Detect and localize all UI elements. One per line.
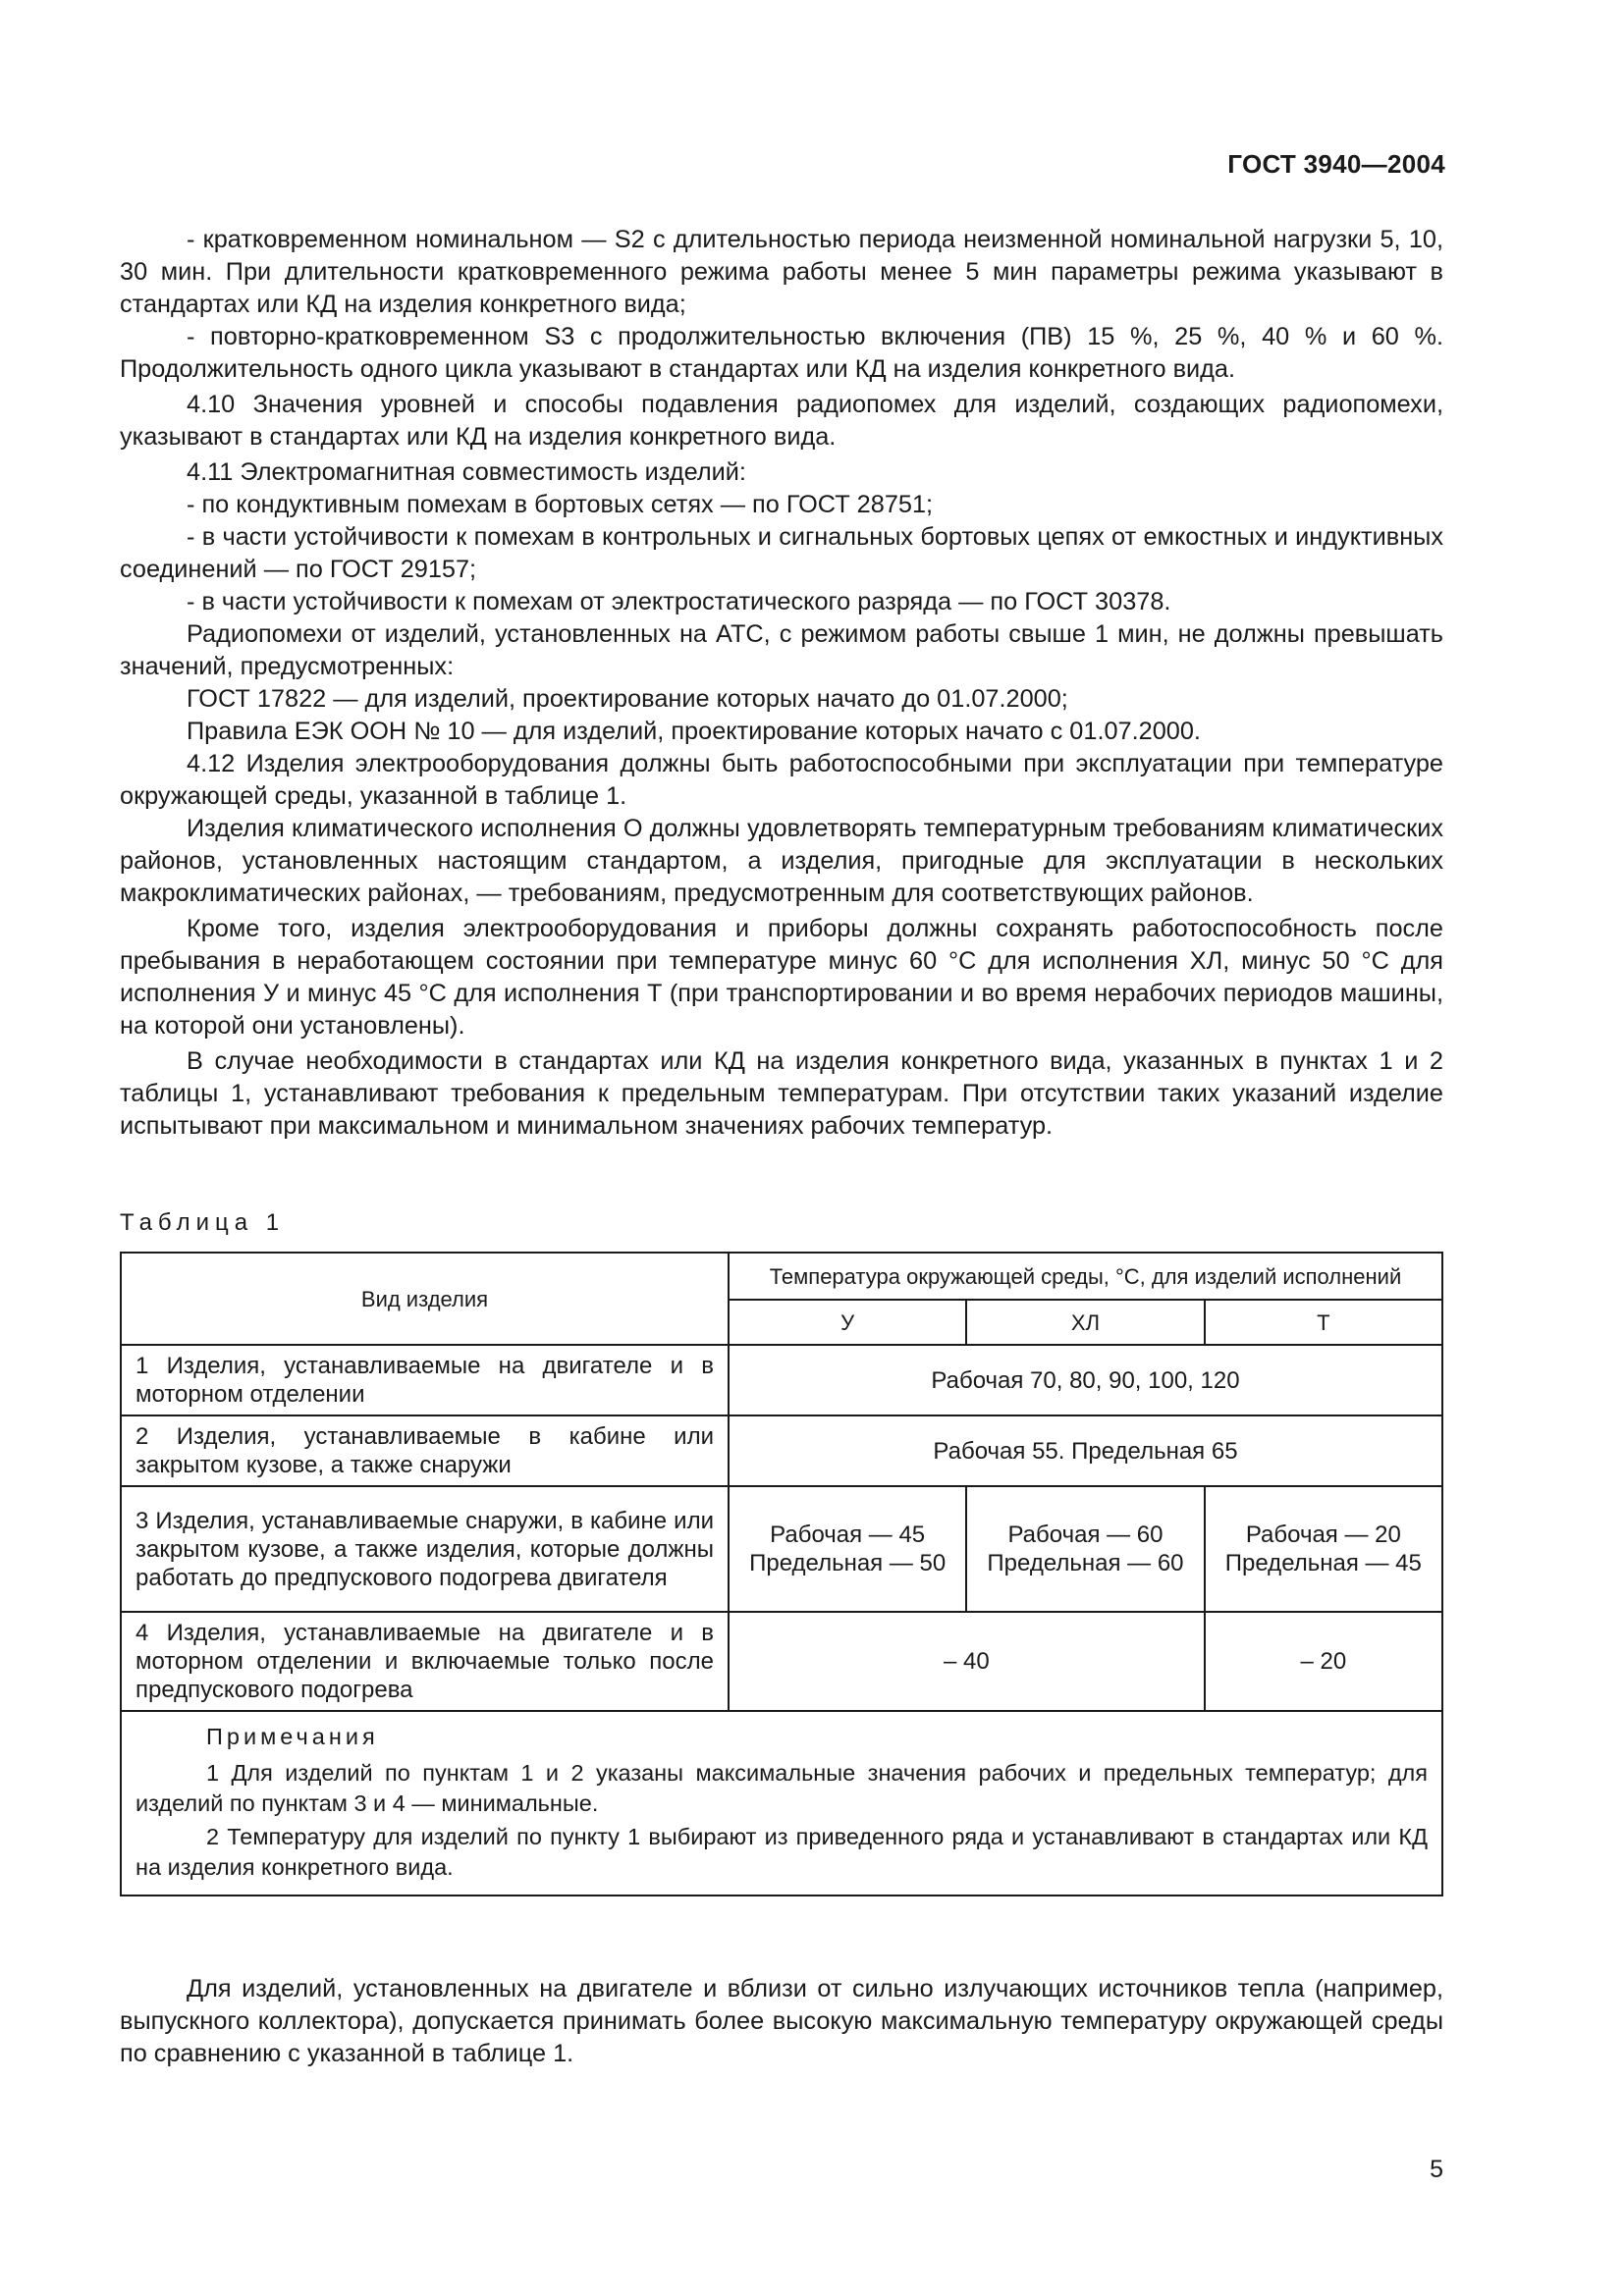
paragraph: Для изделий, установленных на двигателе и вблизи от сильно излучающих источников тепла (например, выпускного коллектора), допускается принимать более высокую максимальную температуру окружающей среды по сравнению с указанной в таблице 1.: [120, 1975, 1443, 2067]
value-line: Рабочая — 60: [1007, 1522, 1164, 1548]
table-caption: Таблица 1: [120, 1209, 286, 1236]
paragraph: Кроме того, изделия электрооборудования и приборы должны сохранять работоспособность после пребывания в неработающем состоянии при температуре минус 60 °С для исполнения ХЛ, минус 50 °С для исполнения У и минус 45 °С для исполнения Т (при транспортировании и во время нерабочих периодов машины, на которой они установлены).: [120, 915, 1443, 1040]
value-cell-hl: [966, 1486, 1204, 1612]
paragraph: 4.11 Электромагнитная совместимость изделий:: [187, 458, 746, 486]
row-label: 2 Изделия, устанавливаемые в кабине или закрытом кузове, а также снаружи: [121, 1415, 729, 1486]
subheader-hl: ХЛ: [966, 1300, 1204, 1345]
paragraph: ГОСТ 17822 — для изделий, проектирование которых начато до 01.07.2000;: [187, 685, 1068, 713]
value-cell-t: – 20: [1205, 1612, 1442, 1711]
document-header-title: ГОСТ 3940—2004: [1227, 149, 1445, 179]
value-line: Предельная — 50: [749, 1550, 947, 1576]
header-kind-cell: Вид изделия: [121, 1253, 729, 1345]
paragraph: 4.12 Изделия электрооборудования должны быть работоспособными при эксплуатации при температуре окружающей среды, указанной в таблице 1.: [120, 750, 1443, 810]
paragraph: Радиопомехи от изделий, установленных на АТС, с режимом работы свыше 1 мин, не должны превышать значений, предусмотренных:: [120, 620, 1443, 680]
table-notes-row: [121, 1711, 1442, 1896]
paragraph: Правила ЕЭК ООН № 10 — для изделий, проектирование которых начато с 01.07.2000.: [187, 718, 1201, 745]
after-table-text: [120, 1973, 1443, 2070]
value-cell-t: [1205, 1486, 1442, 1612]
table-header-row: [121, 1253, 1442, 1300]
merged-value-cell: Рабочая 55. Предельная 65: [729, 1415, 1442, 1486]
value-line: Предельная — 60: [987, 1550, 1184, 1576]
note-item: 1 Для изделий по пунктам 1 и 2 указаны максимальные значения рабочих и предельных температур; для изделий по пунктам 3 и 4 — минимальные.: [135, 1760, 1428, 1816]
subheader-t: Т: [1205, 1300, 1442, 1345]
paragraph: - повторно-кратковременном S3 с продолжительностью включения (ПВ) 15 %, 25 %, 40 % и 60 %. Продолжительность одного цикла указывают в стандартах или КД на изделия конкретного вида.: [120, 323, 1443, 383]
paragraph: Изделия климатического исполнения О должны удовлетворять температурным требованиям климатических районов, установленных настоящим стандартом, а изделия, пригодные для эксплуатации в нескольких макроклиматических районах, — требованиям, предусмотренным для соответствующих районов.: [120, 815, 1443, 907]
value-line: Рабочая — 20: [1245, 1522, 1401, 1548]
row-label: 4 Изделия, устанавливаемые на двигателе и в моторном отделении и включаемые только после предпускового подогрева: [121, 1612, 729, 1711]
paragraph: 4.10 Значения уровней и способы подавления радиопомех для изделий, создающих радиопомехи, указывают в стандартах или КД на изделия конкретного вида.: [120, 391, 1443, 451]
notes-title: Примечания: [206, 1724, 379, 1749]
paragraph: - в части устойчивости к помехам от электростатического разряда — по ГОСТ 30378.: [187, 588, 1171, 615]
table-row: [121, 1486, 1442, 1612]
value-cell-u-hl: – 40: [729, 1612, 1205, 1711]
page-number: 5: [1430, 2156, 1443, 2183]
table-row: [121, 1345, 1442, 1415]
value-line: Предельная — 45: [1224, 1550, 1422, 1576]
paragraph: - по кондуктивным помехам в бортовых сетях — по ГОСТ 28751;: [187, 491, 934, 518]
row-label: 1 Изделия, устанавливаемые на двигателе и в моторном отделении: [121, 1345, 729, 1415]
header-temp-cell: Температура окружающей среды, °С, для изделий исполнений: [729, 1253, 1442, 1300]
notes-cell: [121, 1711, 1442, 1896]
subheader-u: У: [729, 1300, 966, 1345]
paragraph: - кратковременном номинальном — S2 с длительностью периода неизменной номинальной нагрузки 5, 10, 30 мин. При длительности кратковременного режима работы менее 5 мин параметры режима указывают в стандартах или КД на изделия конкретного вида;: [120, 226, 1443, 318]
paragraph: В случае необходимости в стандартах или КД на изделия конкретного вида, указанных в пунктах 1 и 2 таблицы 1, устанавливают требования к предельным температурам. При отсутствии таких указаний изделие испытывают при максимальном и минимальном значениях рабочих температур.: [120, 1047, 1443, 1140]
table-row: [121, 1612, 1442, 1711]
merged-value-cell: Рабочая 70, 80, 90, 100, 120: [729, 1345, 1442, 1415]
temperature-table: [120, 1252, 1443, 1896]
note-item: 2 Температуру для изделий по пункту 1 выбирают из приведенного ряда и устанавливают в стандартах или КД на изделия конкретного вида.: [135, 1824, 1428, 1880]
paragraph: - в части устойчивости к помехам в контрольных и сигнальных бортовых цепях от емкостных и индуктивных соединений — по ГОСТ 29157;: [120, 523, 1443, 583]
value-cell-u: [729, 1486, 966, 1612]
value-line: Рабочая — 45: [770, 1522, 926, 1548]
row-label: 3 Изделия, устанавливаемые снаружи, в кабине или закрытом кузове, а также изделия, которые должны работать до предпускового подогрева двигателя: [121, 1486, 729, 1612]
table-row: [121, 1415, 1442, 1486]
body-text: [120, 224, 1443, 1143]
